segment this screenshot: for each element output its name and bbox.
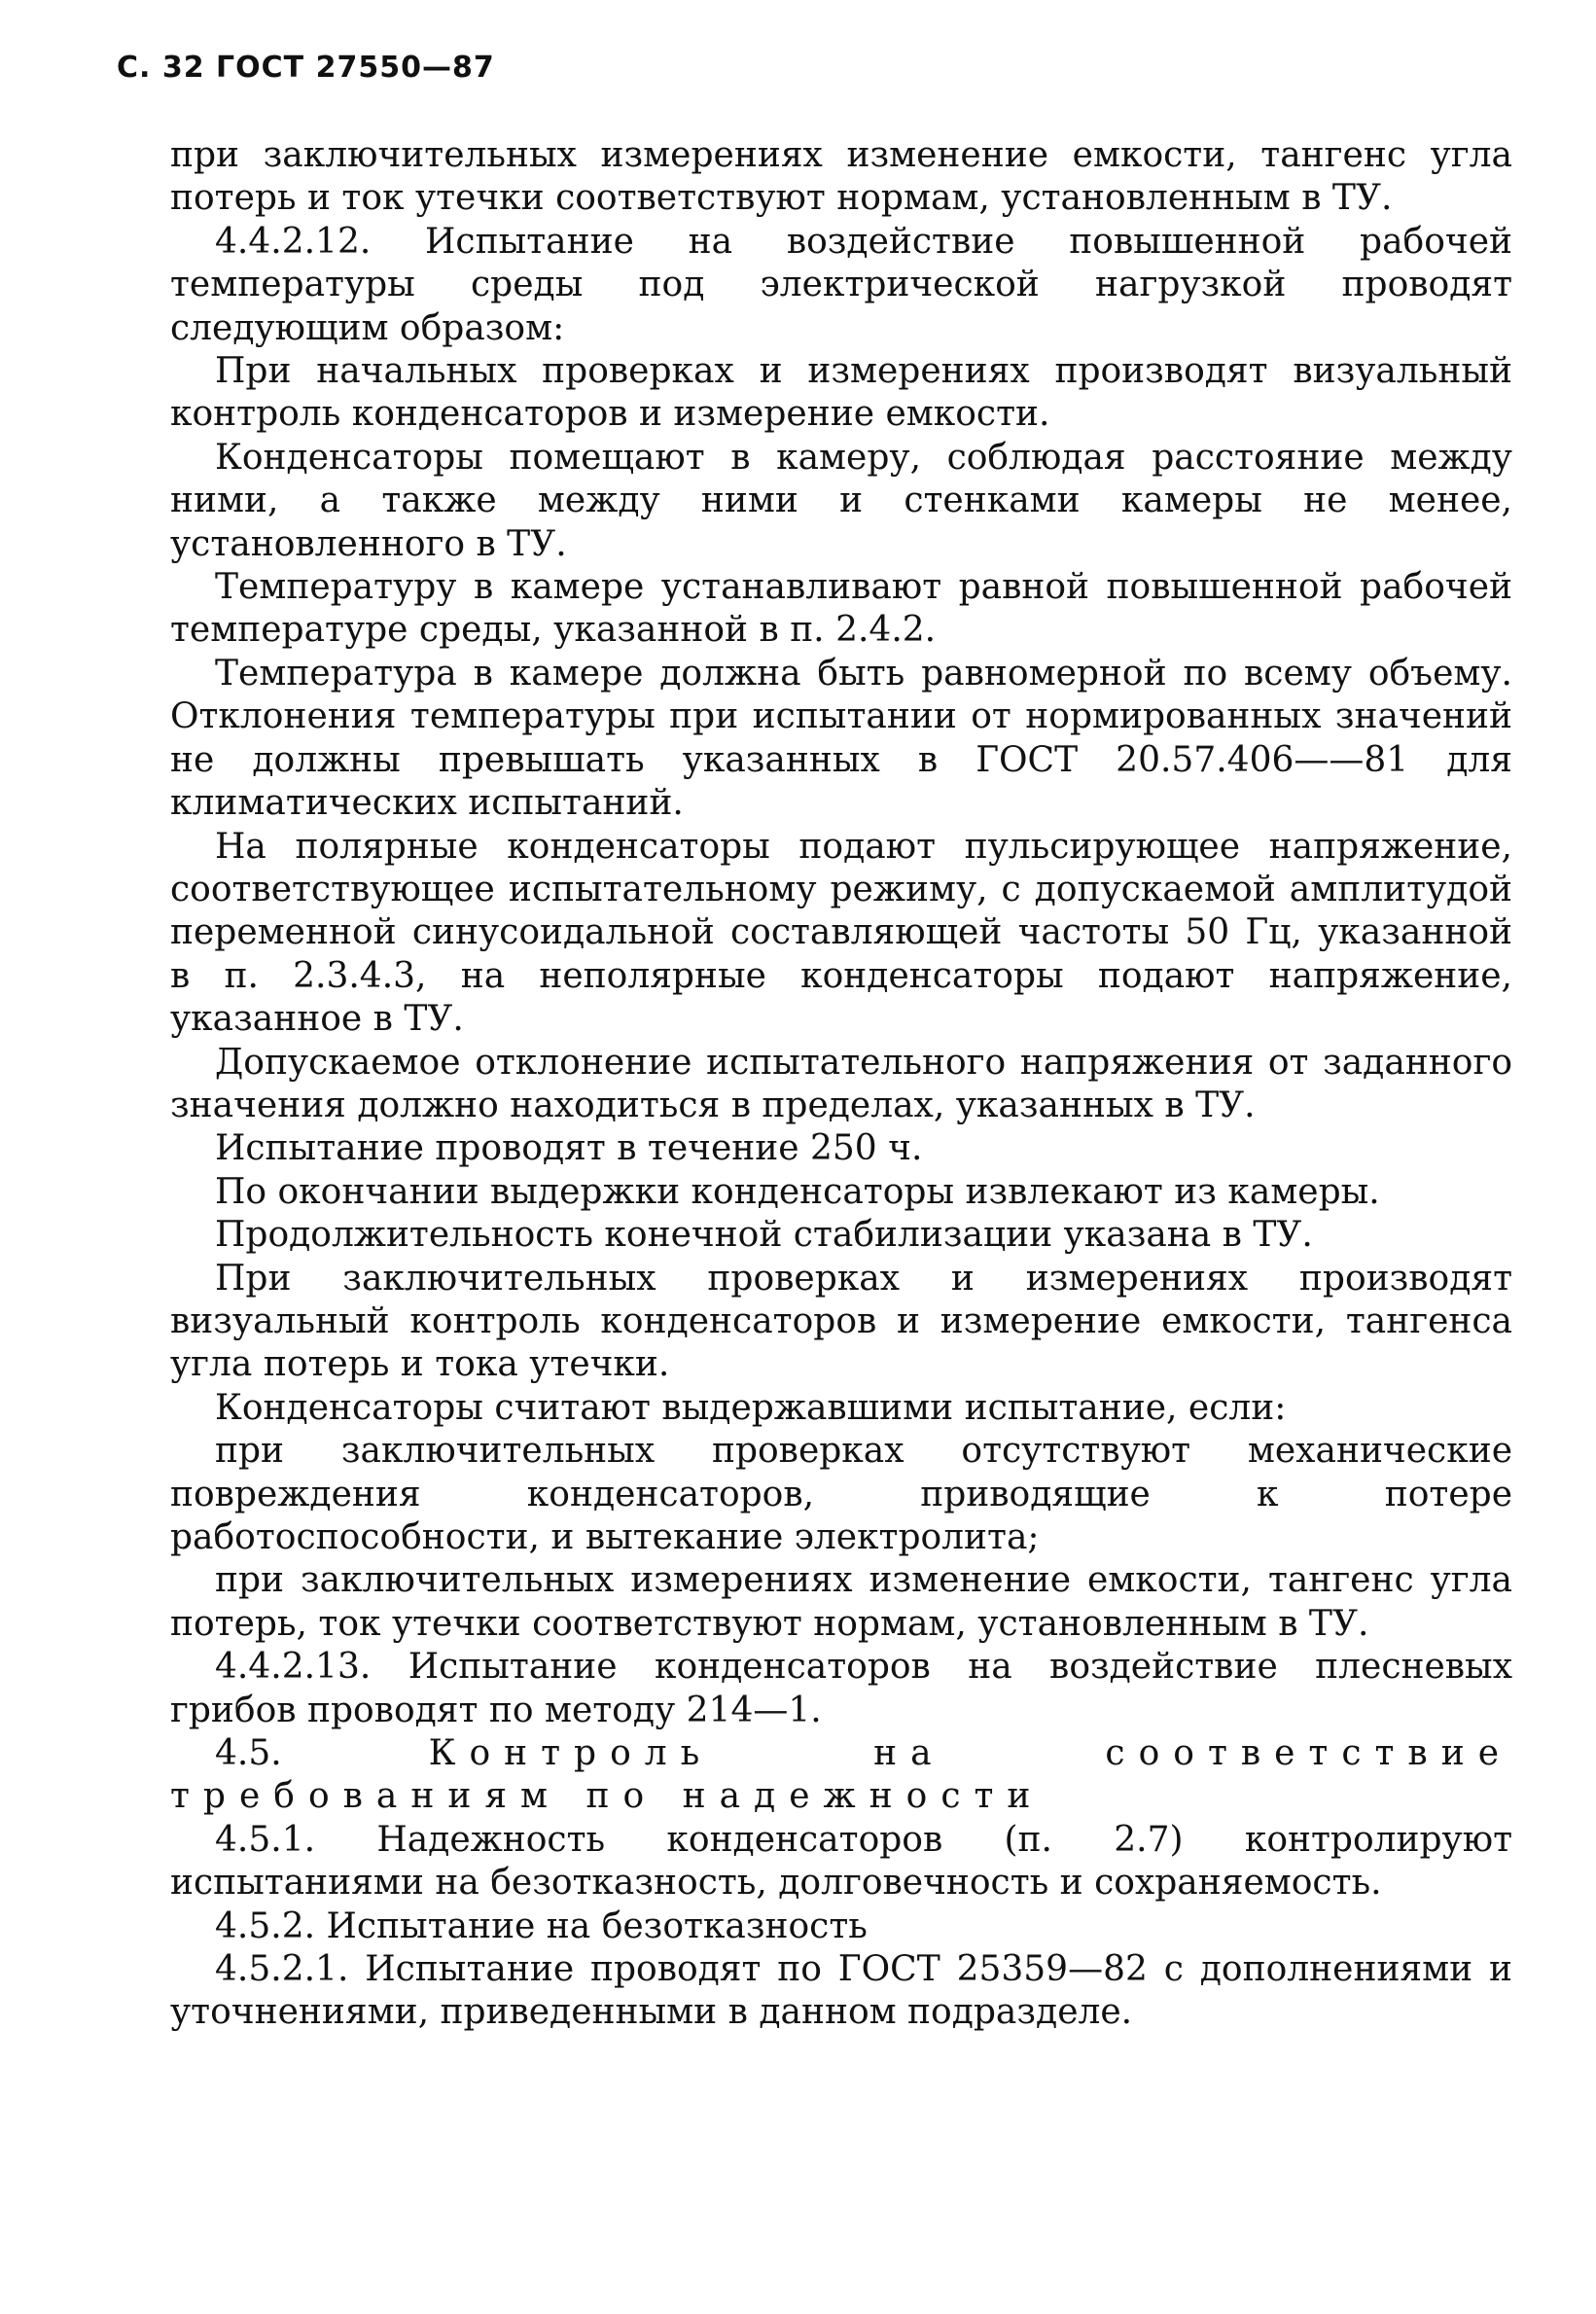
paragraph: Конденсаторы помещают в камеру, соблюдая расстояние между ними, а также между ними и стенками камеры не менее, установленного в ТУ. [170,437,1512,564]
paragraph: при заключительных измерениях изменение емкости, тангенс угла потерь, ток утечки соответствуют нормам, установленным в ТУ. [170,1560,1512,1644]
paragraph: 4.5.2. Испытание на безотказность [215,1905,868,1946]
paragraph: Температуру в камере устанавливают равной повышенной рабочей температуре среды, указанной в п. 2.4.2. [170,567,1512,651]
paragraph: 4.4.2.12. Испытание на воздействие повышенной рабочей температуры среды под электрической нагрузкой проводят следующим образом: [170,221,1512,348]
paragraph: При заключительных проверках и измерениях производят визуальный контроль конденсаторов и измерение емкости, тангенса угла потерь и тока утечки. [170,1258,1512,1385]
paragraph: при заключительных измерениях изменение емкости, тангенс угла потерь и ток утечки соответствуют нормам, установленным в ТУ. [170,135,1512,219]
paragraph: Продолжительность конечной стабилизации указана в ТУ. [215,1215,1313,1256]
paragraph: 4.4.2.13. Испытание конденсаторов на воздействие плесневых грибов проводят по методу 214—1. [170,1647,1512,1730]
paragraph: На полярные конденсаторы подают пульсирующее напряжение, соответствующее испытательному режиму, с допускаемой амплитудой переменной синусоидальной составляющей частоты 50 Гц, указанной в п. 2.3.4.3, на неполярные конденсаторы подают напряжение, указанное в ТУ. [170,826,1512,1040]
paragraph: При начальных проверках и измерениях производят визуальный контроль конденсаторов и измерение емкости. [170,351,1512,435]
paragraph: По окончании выдержки конденсаторы извлекают из камеры. [215,1171,1380,1212]
paragraph: Испытание проводят в течение 250 ч. [215,1128,923,1169]
paragraph: Допускаемое отклонение испытательного напряжения от заданного значения должно находиться в пределах, указанных в ТУ. [170,1042,1512,1125]
paragraph: при заключительных проверках отсутствуют механические повреждения конденсаторов, приводящие к потере работоспособности, и вытекание электролита; [170,1431,1512,1557]
paragraph: Конденсаторы считают выдержавшими испытание, если: [215,1387,1287,1428]
paragraph: 4.5.1. Надежность конденсаторов (п. 2.7) контролируют испытаниями на безотказность, долговечность и сохраняемость. [170,1819,1512,1904]
section-title: Контроль на соответствие требованиям по надежности [170,1733,1512,1817]
body-text [170,134,1512,2035]
section-number: 4.5. [215,1733,282,1774]
paragraph: 4.5.2.1. Испытание проводят по ГОСТ 25359—82 с дополнениями и уточнениями, приведенными в данном подразделе. [170,1949,1512,2033]
page-header: С. 32 ГОСТ 27550—87 [117,51,495,85]
paragraph: Температура в камере должна быть равномерной по всему объему. Отклонения температуры при испытании от нормированных значений не должны превышать указанных в ГОСТ 20.57.406——81 для климатических испытаний. [170,653,1512,824]
section-heading [170,1732,1512,1819]
